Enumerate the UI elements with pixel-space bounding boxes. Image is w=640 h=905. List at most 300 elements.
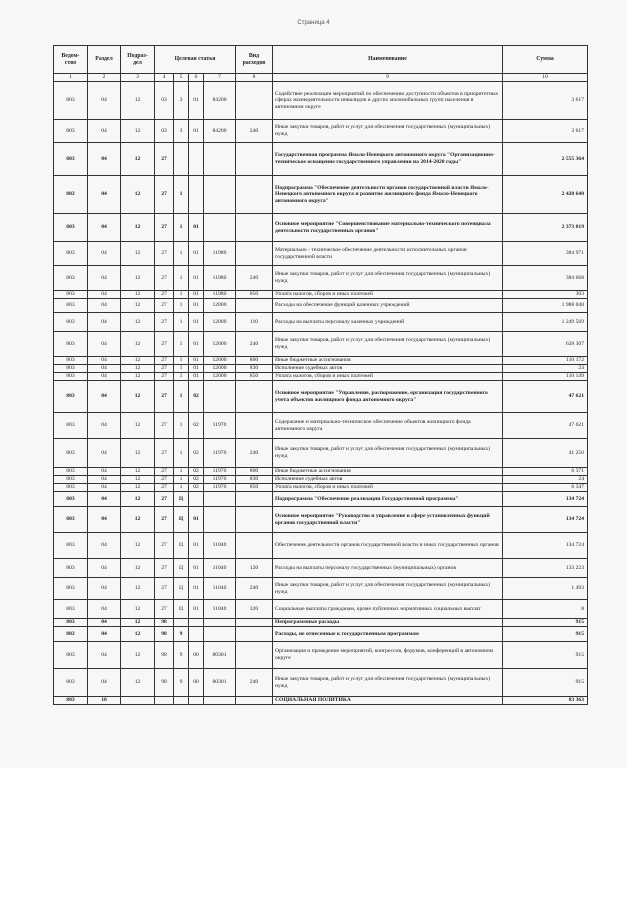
cell-target-program: 27: [155, 313, 174, 332]
cell-target-direction: 12000: [204, 365, 236, 373]
col-num: 2: [88, 74, 121, 82]
header-vid: Вид расходов: [236, 46, 273, 74]
cell-ved: 803: [54, 697, 88, 705]
cell-target-measure: 01: [189, 313, 204, 332]
cell-name: Иные закупки товаров, работ и услуг для обеспечения государственных (муниципальных) нужд: [273, 120, 503, 143]
cell-target-program: 98: [155, 642, 174, 669]
cell-razdel: 04: [88, 120, 121, 143]
page-label: Страница 4: [297, 20, 330, 26]
cell-podrazdel: 12: [121, 82, 155, 120]
cell-razdel: 04: [88, 82, 121, 120]
cell-target-direction: 11970: [204, 439, 236, 468]
cell-name: Уплата налогов, сборов и иных платежей: [273, 484, 503, 492]
header-razdel: Раздел: [88, 46, 121, 74]
cell-name: Иные закупки товаров, работ и услуг для обеспечения государственных (муниципальных) нужд: [273, 439, 503, 468]
cell-target-measure: [189, 697, 204, 705]
cell-sum: 83 363: [503, 697, 588, 705]
cell-target-measure: 01: [189, 578, 204, 600]
cell-target-direction: 11040: [204, 533, 236, 559]
cell-ved: 803: [54, 439, 88, 468]
cell-razdel: 04: [88, 357, 121, 365]
cell-name: Иные бюджетные ассигнования: [273, 357, 503, 365]
cell-sum: 6 371: [503, 468, 588, 476]
cell-target-program: 03: [155, 120, 174, 143]
cell-razdel: 04: [88, 143, 121, 176]
cell-podrazdel: 12: [121, 214, 155, 242]
cell-target-measure: 01: [189, 600, 204, 619]
cell-sum: 134 724: [503, 507, 588, 533]
cell-name: Организация и проведение мероприятий, конгрессов, форумов, конференций в автономном округе: [273, 642, 503, 669]
cell-razdel: 04: [88, 533, 121, 559]
cell-podrazdel: 12: [121, 373, 155, 381]
cell-target-subprogram: 1: [174, 242, 189, 266]
table-row: [54, 476, 588, 484]
cell-target-measure: 01: [189, 507, 204, 533]
cell-sum: 3 617: [503, 120, 588, 143]
cell-sum: 2 420 640: [503, 176, 588, 214]
cell-sum: 47 621: [503, 381, 588, 413]
cell-ved: 803: [54, 492, 88, 507]
cell-sum: 8: [503, 600, 588, 619]
cell-target-direction: 12000: [204, 357, 236, 365]
table-row: [54, 697, 588, 705]
cell-target-subprogram: 1: [174, 468, 189, 476]
cell-target-measure: 02: [189, 484, 204, 492]
cell-ved: 803: [54, 627, 88, 642]
cell-target-direction: [204, 214, 236, 242]
cell-razdel: 10: [88, 697, 121, 705]
cell-ved: 803: [54, 143, 88, 176]
cell-ved: 803: [54, 313, 88, 332]
cell-target-direction: 80301: [204, 642, 236, 669]
header-target: Целевая статья: [155, 46, 236, 74]
table-row: [54, 214, 588, 242]
cell-target-subprogram: 3: [174, 82, 189, 120]
table-row: [54, 627, 588, 642]
cell-vid: [236, 214, 273, 242]
cell-vid: [236, 627, 273, 642]
cell-target-subprogram: 1: [174, 381, 189, 413]
cell-sum: 23: [503, 365, 588, 373]
cell-name: Государственная программа Ямало-Ненецкого автономного округа "Организационно-техническое оснащение государственного управления на 2014-2020 годы": [273, 143, 503, 176]
cell-sum: 24: [503, 476, 588, 484]
cell-razdel: 04: [88, 642, 121, 669]
col-num: 5: [174, 74, 189, 82]
col-num: 9: [273, 74, 503, 82]
cell-name: Иные закупки товаров, работ и услуг для обеспечения государственных (муниципальных) нужд: [273, 578, 503, 600]
cell-vid: 850: [236, 291, 273, 299]
cell-target-subprogram: 1: [174, 214, 189, 242]
cell-target-measure: 02: [189, 413, 204, 439]
cell-vid: 850: [236, 484, 273, 492]
cell-target-program: 27: [155, 381, 174, 413]
table-row: [54, 143, 588, 176]
cell-podrazdel: 12: [121, 381, 155, 413]
table-row: [54, 120, 588, 143]
cell-target-direction: 11040: [204, 559, 236, 578]
cell-target-program: 27: [155, 266, 174, 291]
cell-ved: 803: [54, 533, 88, 559]
cell-razdel: 04: [88, 669, 121, 697]
cell-ved: 803: [54, 373, 88, 381]
cell-vid: [236, 642, 273, 669]
cell-sum: 133 223: [503, 559, 588, 578]
cell-target-program: 27: [155, 373, 174, 381]
cell-name: Иные закупки товаров, работ и услуг для обеспечения государственных (муниципальных) нужд: [273, 669, 503, 697]
cell-name: Иные бюджетные ассигнования: [273, 468, 503, 476]
cell-name: Обеспечение деятельности органов государственной власти и иных государственных органов: [273, 533, 503, 559]
table-row: [54, 365, 588, 373]
cell-sum: 1 988 048: [503, 299, 588, 313]
cell-name: Расходы на обеспечение функций казенных учреждений: [273, 299, 503, 313]
cell-podrazdel: 12: [121, 600, 155, 619]
cell-target-direction: [204, 697, 236, 705]
cell-razdel: 04: [88, 600, 121, 619]
cell-name: Содействие реализации мероприятий по обеспечению доступности объектов в приоритетных сферах жизнедеятельности инвалидов и других маломобильных групп населения в автономном округе: [273, 82, 503, 120]
cell-razdel: 04: [88, 373, 121, 381]
cell-target-measure: 01: [189, 357, 204, 365]
cell-target-subprogram: Ц: [174, 492, 189, 507]
cell-target-direction: 12000: [204, 332, 236, 357]
cell-target-measure: 02: [189, 476, 204, 484]
table-row: [54, 600, 588, 619]
cell-target-program: 27: [155, 291, 174, 299]
cell-sum: 915: [503, 669, 588, 697]
cell-name: Иные закупки товаров, работ и услуг для обеспечения государственных (муниципальных) нужд: [273, 332, 503, 357]
cell-podrazdel: 12: [121, 484, 155, 492]
cell-podrazdel: 12: [121, 332, 155, 357]
cell-target-subprogram: Ц: [174, 600, 189, 619]
cell-ved: 803: [54, 642, 88, 669]
table-row: [54, 578, 588, 600]
cell-target-subprogram: 1: [174, 357, 189, 365]
table-row: [54, 176, 588, 214]
cell-podrazdel: 12: [121, 578, 155, 600]
cell-razdel: 04: [88, 492, 121, 507]
cell-vid: [236, 176, 273, 214]
cell-target-subprogram: 1: [174, 373, 189, 381]
cell-sum: 628 307: [503, 332, 588, 357]
cell-razdel: 04: [88, 313, 121, 332]
cell-target-subprogram: 1: [174, 439, 189, 468]
cell-name: Непрограммные расходы: [273, 619, 503, 627]
table-row: [54, 357, 588, 365]
cell-name: Подпрограмма "Обеспечение реализации Государственной программы": [273, 492, 503, 507]
cell-target-measure: 02: [189, 439, 204, 468]
table-row: [54, 533, 588, 559]
cell-vid: [236, 381, 273, 413]
cell-name: Расходы на выплаты персоналу государственных (муниципальных) органов: [273, 559, 503, 578]
cell-target-subprogram: 1: [174, 476, 189, 484]
cell-target-direction: [204, 507, 236, 533]
cell-razdel: 04: [88, 291, 121, 299]
cell-target-direction: 12000: [204, 299, 236, 313]
table-row: [54, 82, 588, 120]
cell-target-measure: 01: [189, 533, 204, 559]
cell-target-program: 27: [155, 600, 174, 619]
cell-target-subprogram: Ц: [174, 507, 189, 533]
cell-sum: 134 724: [503, 492, 588, 507]
cell-name: Уплата налогов, сборов и иных платежей: [273, 291, 503, 299]
cell-vid: 240: [236, 578, 273, 600]
cell-vid: [236, 82, 273, 120]
cell-sum: 915: [503, 642, 588, 669]
cell-sum: 6 347: [503, 484, 588, 492]
cell-name: Уплата налогов, сборов и иных платежей: [273, 373, 503, 381]
cell-name: СОЦИАЛЬНАЯ ПОЛИТИКА: [273, 697, 503, 705]
cell-vid: [236, 533, 273, 559]
cell-ved: 803: [54, 266, 88, 291]
cell-target-measure: 01: [189, 559, 204, 578]
cell-sum: 384 668: [503, 266, 588, 291]
cell-vid: [236, 413, 273, 439]
cell-target-measure: 02: [189, 468, 204, 476]
table-row: [54, 291, 588, 299]
cell-target-measure: [189, 143, 204, 176]
cell-target-measure: 01: [189, 291, 204, 299]
cell-podrazdel: 12: [121, 642, 155, 669]
cell-name: Исполнение судебных актов: [273, 476, 503, 484]
cell-target-subprogram: 9: [174, 627, 189, 642]
cell-target-program: 27: [155, 533, 174, 559]
cell-target-program: 27: [155, 578, 174, 600]
cell-vid: 830: [236, 365, 273, 373]
cell-name: Расходы на выплаты персоналу казенных учреждений: [273, 313, 503, 332]
cell-target-measure: 02: [189, 381, 204, 413]
table-row: [54, 484, 588, 492]
header-ved: Ведом-ство: [54, 46, 88, 74]
cell-ved: 803: [54, 578, 88, 600]
cell-razdel: 04: [88, 476, 121, 484]
cell-sum: 2 373 019: [503, 214, 588, 242]
cell-target-subprogram: 1: [174, 291, 189, 299]
cell-target-program: 27: [155, 492, 174, 507]
col-num: 4: [155, 74, 174, 82]
cell-target-subprogram: 3: [174, 120, 189, 143]
cell-ved: 803: [54, 214, 88, 242]
cell-target-measure: 00: [189, 642, 204, 669]
cell-name: Основное мероприятие "Совершенствование материально-технического потенциала деятельности государственных органов": [273, 214, 503, 242]
cell-target-direction: 84200: [204, 82, 236, 120]
col-num: 10: [503, 74, 588, 82]
column-number-row: [54, 74, 588, 82]
cell-ved: 803: [54, 365, 88, 373]
table-row: [54, 381, 588, 413]
cell-podrazdel: 12: [121, 492, 155, 507]
cell-ved: 803: [54, 669, 88, 697]
cell-vid: 120: [236, 559, 273, 578]
col-num: 6: [189, 74, 204, 82]
cell-target-subprogram: 1: [174, 484, 189, 492]
header-podrazdel: Подраз-дел: [121, 46, 155, 74]
cell-vid: 240: [236, 266, 273, 291]
cell-razdel: 04: [88, 507, 121, 533]
cell-target-program: 27: [155, 468, 174, 476]
cell-target-direction: 11040: [204, 578, 236, 600]
cell-razdel: 04: [88, 242, 121, 266]
table-row: [54, 266, 588, 291]
cell-sum: 2 555 364: [503, 143, 588, 176]
cell-ved: 803: [54, 291, 88, 299]
cell-vid: 110: [236, 313, 273, 332]
cell-target-measure: 01: [189, 365, 204, 373]
cell-name: Материально - техническое обеспечение деятельности исполнительных органов государственной власти: [273, 242, 503, 266]
cell-target-program: 27: [155, 413, 174, 439]
table-row: [54, 492, 588, 507]
cell-target-program: 27: [155, 559, 174, 578]
table-row: [54, 242, 588, 266]
cell-vid: 240: [236, 332, 273, 357]
cell-vid: [236, 143, 273, 176]
table-row: [54, 559, 588, 578]
cell-target-program: 27: [155, 299, 174, 313]
cell-vid: [236, 492, 273, 507]
cell-target-measure: 01: [189, 214, 204, 242]
cell-name: Расходы, не отнесенные к государственным программам: [273, 627, 503, 642]
cell-target-subprogram: [174, 143, 189, 176]
cell-razdel: 04: [88, 484, 121, 492]
table-row: [54, 299, 588, 313]
cell-name: Подпрограмма "Обеспечение деятельности органов государственной власти Ямало-Ненецкого автономного округа и развитие жилищного фонда Ямало-Ненецкого автономного округа": [273, 176, 503, 214]
cell-ved: 803: [54, 381, 88, 413]
cell-podrazdel: 12: [121, 413, 155, 439]
table-row: [54, 332, 588, 357]
cell-target-direction: 11970: [204, 413, 236, 439]
table-row: [54, 619, 588, 627]
cell-razdel: 04: [88, 413, 121, 439]
cell-target-measure: 01: [189, 242, 204, 266]
col-num: 3: [121, 74, 155, 82]
cell-razdel: 04: [88, 439, 121, 468]
cell-vid: 830: [236, 476, 273, 484]
cell-target-measure: 01: [189, 299, 204, 313]
cell-vid: 850: [236, 373, 273, 381]
cell-razdel: 04: [88, 381, 121, 413]
cell-vid: [236, 697, 273, 705]
cell-target-direction: [204, 176, 236, 214]
cell-podrazdel: 12: [121, 313, 155, 332]
cell-ved: 803: [54, 176, 88, 214]
cell-vid: 320: [236, 600, 273, 619]
cell-target-program: 98: [155, 669, 174, 697]
cell-ved: 803: [54, 600, 88, 619]
cell-sum: 110 172: [503, 357, 588, 365]
cell-razdel: 04: [88, 176, 121, 214]
cell-target-measure: 01: [189, 82, 204, 120]
cell-podrazdel: 12: [121, 266, 155, 291]
cell-target-program: 98: [155, 619, 174, 627]
cell-podrazdel: 12: [121, 468, 155, 476]
cell-target-direction: [204, 492, 236, 507]
cell-vid: [236, 507, 273, 533]
table-row: [54, 439, 588, 468]
col-num: 7: [204, 74, 236, 82]
cell-target-subprogram: 1: [174, 413, 189, 439]
col-num: 1: [54, 74, 88, 82]
cell-target-program: [155, 697, 174, 705]
cell-podrazdel: 12: [121, 291, 155, 299]
cell-name: Социальные выплаты гражданам, кроме публичных нормативных социальных выплат: [273, 600, 503, 619]
table-row: [54, 507, 588, 533]
table-row: [54, 669, 588, 697]
cell-vid: [236, 242, 273, 266]
cell-razdel: 04: [88, 559, 121, 578]
cell-ved: 803: [54, 619, 88, 627]
cell-podrazdel: 12: [121, 669, 155, 697]
cell-ved: 803: [54, 507, 88, 533]
cell-target-direction: 11970: [204, 468, 236, 476]
cell-target-program: 98: [155, 627, 174, 642]
cell-podrazdel: 12: [121, 533, 155, 559]
cell-razdel: 04: [88, 332, 121, 357]
cell-podrazdel: [121, 697, 155, 705]
cell-razdel: 04: [88, 299, 121, 313]
budget-table: [53, 45, 588, 705]
cell-target-measure: 01: [189, 332, 204, 357]
cell-sum: 47 621: [503, 413, 588, 439]
cell-sum: 41 250: [503, 439, 588, 468]
cell-razdel: 04: [88, 214, 121, 242]
table-row: [54, 468, 588, 476]
cell-name: Исполнение судебных актов: [273, 365, 503, 373]
table-row: [54, 413, 588, 439]
cell-target-measure: 01: [189, 266, 204, 291]
cell-target-direction: 11980: [204, 242, 236, 266]
cell-target-measure: 01: [189, 373, 204, 381]
cell-target-direction: 12000: [204, 313, 236, 332]
cell-podrazdel: 12: [121, 619, 155, 627]
cell-ved: 803: [54, 484, 88, 492]
cell-name: Иные закупки товаров, работ и услуг для обеспечения государственных (муниципальных) нужд: [273, 266, 503, 291]
cell-podrazdel: 12: [121, 299, 155, 313]
cell-target-subprogram: 1: [174, 332, 189, 357]
cell-target-program: 27: [155, 357, 174, 365]
cell-razdel: 04: [88, 619, 121, 627]
header-name: Наименование: [273, 46, 503, 74]
cell-razdel: 04: [88, 578, 121, 600]
cell-sum: 915: [503, 627, 588, 642]
cell-vid: 800: [236, 357, 273, 365]
cell-target-direction: 11040: [204, 600, 236, 619]
cell-vid: 800: [236, 468, 273, 476]
cell-podrazdel: 12: [121, 176, 155, 214]
cell-target-subprogram: 1: [174, 365, 189, 373]
cell-target-measure: 01: [189, 120, 204, 143]
cell-target-subprogram: Ц: [174, 559, 189, 578]
cell-ved: 803: [54, 82, 88, 120]
cell-ved: 803: [54, 413, 88, 439]
cell-target-subprogram: 1: [174, 266, 189, 291]
cell-vid: 240: [236, 669, 273, 697]
cell-target-direction: [204, 627, 236, 642]
cell-sum: 3 617: [503, 82, 588, 120]
cell-target-direction: 11970: [204, 476, 236, 484]
cell-target-program: 27: [155, 439, 174, 468]
cell-target-direction: 12000: [204, 373, 236, 381]
cell-target-subprogram: 1: [174, 299, 189, 313]
cell-ved: 803: [54, 299, 88, 313]
cell-target-subprogram: 9: [174, 669, 189, 697]
cell-target-direction: [204, 381, 236, 413]
cell-target-direction: 80301: [204, 669, 236, 697]
cell-target-direction: 84200: [204, 120, 236, 143]
cell-target-subprogram: 1: [174, 176, 189, 214]
cell-podrazdel: 12: [121, 357, 155, 365]
cell-vid: 240: [236, 120, 273, 143]
cell-target-program: 27: [155, 507, 174, 533]
cell-target-subprogram: Ц: [174, 578, 189, 600]
header-sum: Сумма: [503, 46, 588, 74]
